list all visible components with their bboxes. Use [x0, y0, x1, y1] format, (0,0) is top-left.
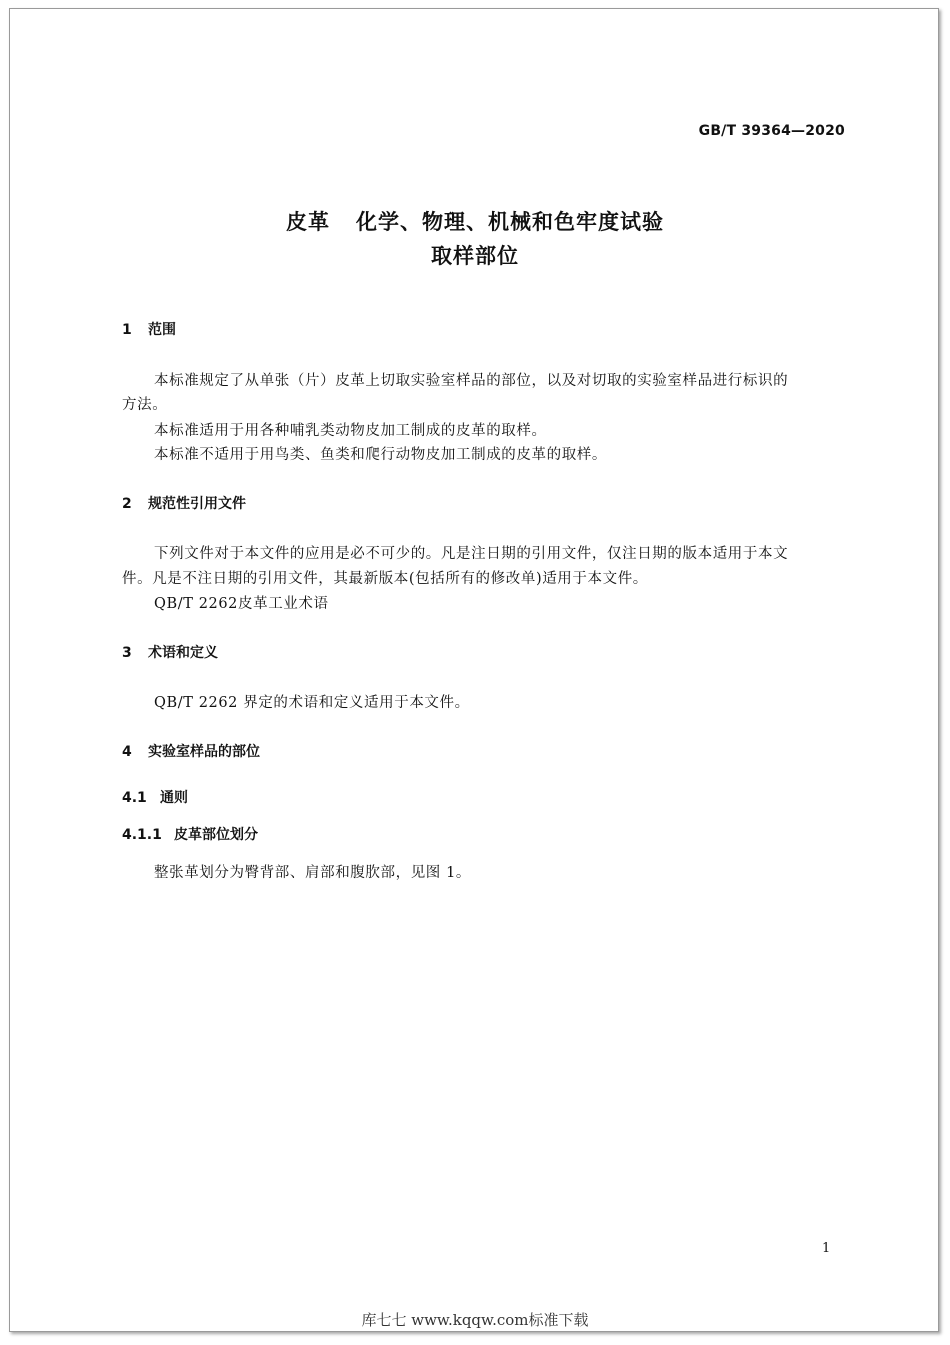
section-1-paragraph-1-line-2: 方法。 [122, 397, 168, 413]
section-number: 1 [122, 322, 132, 338]
section-2-paragraph-1-line-2: 件。凡是不注日期的引用文件，其最新版本(包括所有的修改单)适用于本文件。 [122, 571, 648, 587]
reference-code: QB/T 2262 [154, 596, 239, 612]
section-1-paragraph-1-line-1: 本标准规定了从单张（片）皮革上切取实验室样品的部位，以及对切取的实验室样品进行标识的 [154, 373, 789, 389]
footer-watermark: 库七七 www.kqqw.com标准下载 [361, 1311, 589, 1329]
section-title: 规范性引用文件 [148, 496, 246, 512]
section-number: 4 [122, 744, 132, 760]
document-title-line-2: 取样部位 [431, 244, 519, 268]
section-number: 4.1.1 [122, 827, 162, 843]
section-title: 皮革部位划分 [174, 827, 258, 843]
reference-title: 皮革工业术语 [238, 596, 329, 612]
section-title: 通则 [160, 790, 188, 806]
title-part-2: 化学、物理、机械和色牢度试验 [356, 210, 664, 234]
document-code: GB/T 39364—2020 [698, 123, 845, 139]
section-number: 2 [122, 496, 132, 512]
section-4-1-1-heading [122, 824, 258, 844]
section-title: 术语和定义 [148, 645, 218, 661]
section-3-paragraph-1: QB/T 2262 界定的术语和定义适用于本文件。 [154, 695, 470, 711]
document-title-line-1 [0, 206, 950, 236]
section-title: 实验室样品的部位 [148, 744, 260, 760]
section-4-1-1-paragraph-1: 整张革划分为臀背部、肩部和腹肷部，见图 1。 [154, 865, 472, 881]
section-number: 3 [122, 645, 132, 661]
page-number: 1 [822, 1241, 831, 1256]
section-3-heading [122, 642, 218, 662]
section-1-paragraph-2: 本标准适用于用各种哺乳类动物皮加工制成的皮革的取样。 [154, 423, 547, 439]
section-title: 范围 [148, 322, 176, 338]
title-part-1: 皮革 [286, 210, 330, 234]
section-2-heading [122, 493, 246, 513]
section-2-paragraph-1-line-1: 下列文件对于本文件的应用是必不可少的。凡是注日期的引用文件，仅注日期的版本适用于本文 [154, 546, 789, 562]
normative-reference [154, 592, 329, 613]
section-number: 4.1 [122, 790, 147, 806]
section-4-1-heading [122, 787, 188, 807]
section-1-heading [122, 319, 176, 339]
section-1-paragraph-3: 本标准不适用于用鸟类、鱼类和爬行动物皮加工制成的皮革的取样。 [154, 447, 607, 463]
section-4-heading [122, 741, 260, 761]
